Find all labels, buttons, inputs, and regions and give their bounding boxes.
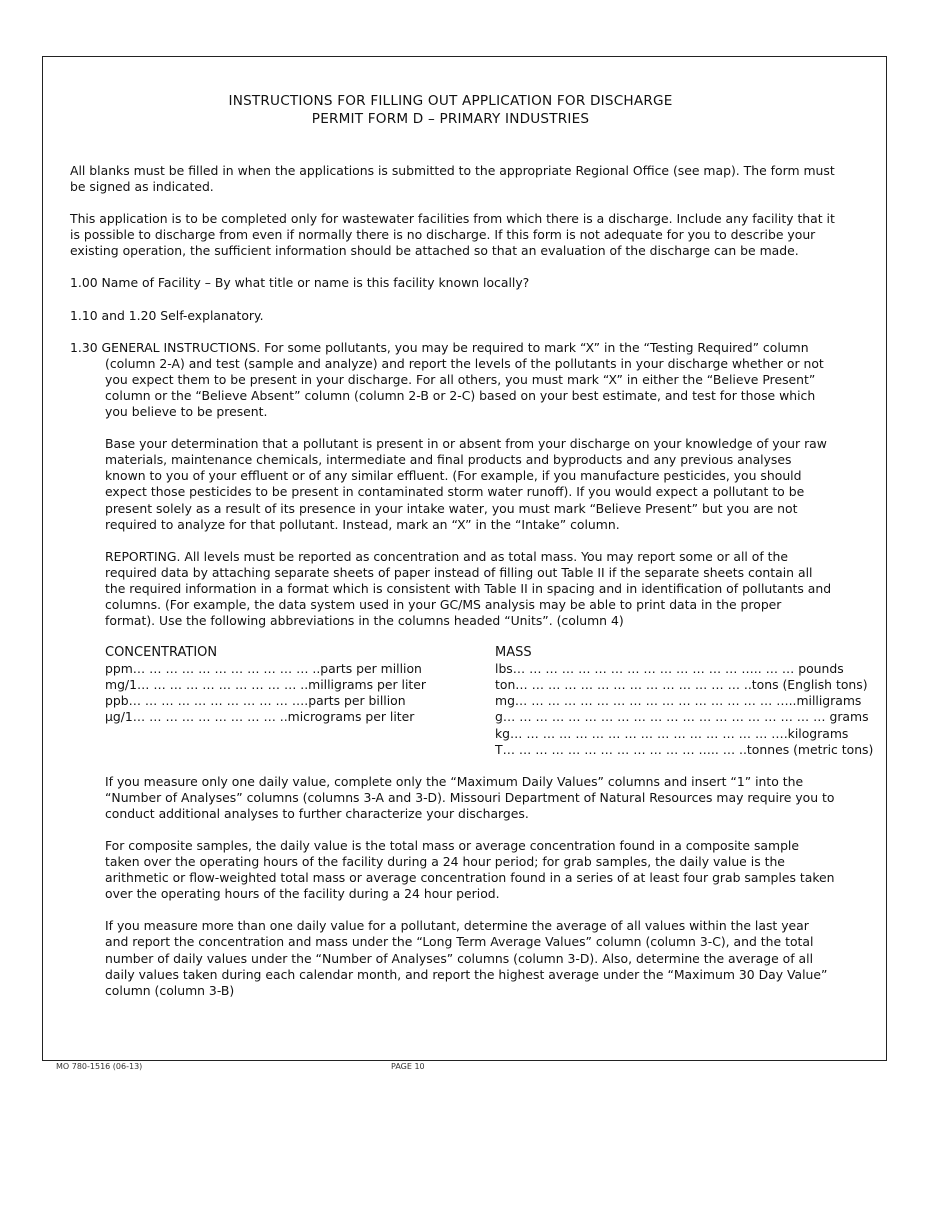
item-1-30: 1.30 GENERAL INSTRUCTIONS. For some pollutants, you may be required to mark “X” in the “Testing Required” column (column 2-A) and test (sample and analyze) and report the levels of the pollutants in your discharge whether or not you expect them to be present in your discharge. For all others, you must mark “X” in either the “Believe Present” column or the “Believe Absent” column (column 2-B or 2-C) based on your best estimate, and test for those which you believe to be present. — [70, 339, 824, 420]
mass-unit-row: ton… … … … … … … … … … … … … … ..tons (English tons) — [495, 677, 868, 693]
mass-unit-row: g… … … … … … … … … … … … … … … … … … … … grams — [495, 709, 869, 725]
item-1-10: 1.10 and 1.20 Self-explanatory. — [70, 307, 264, 323]
page-number: PAGE 10 — [391, 1062, 425, 1071]
paragraph-composite-samples: For composite samples, the daily value is the total mass or average concentration found in a composite sample taken over the operating hours of the facility during a 24 hour period; for grab samples, the daily value is the arithmetic or flow-weighted total mass or average concentration found in a series of at least four grab samples taken over the operating hours of the facility during a 24 hour period. — [105, 838, 835, 902]
document-title — [43, 92, 858, 128]
intro-paragraph-1: All blanks must be filled in when the applications is submitted to the appropriate Regional Office (see map). The form must be signed as indicated. — [70, 163, 835, 195]
intro-paragraph-2: This application is to be completed only for wastewater facilities from which there is a discharge. Include any facility that it is possible to discharge from even if normally there is no discharge. If this form is not adequate for you to describe your existing operation, the sufficient information should be attached so that an evaluation of the discharge can be made. — [70, 211, 835, 259]
title-line-1: INSTRUCTIONS FOR FILLING OUT APPLICATION FOR DISCHARGE — [228, 93, 673, 109]
paragraph-multiple-values: If you measure more than one daily value for a pollutant, determine the average of all values within the last year and report the concentration and mass under the “Long Term Average Values” column (column 3-C), and the total number of daily values under the “Number of Analyses” columns (column 3-D). Also, determine the average of all daily values taken during each calendar month, and report the highest average under the “Maximum 30 Day Value” column (column 3-B) — [105, 918, 828, 998]
mass-unit-row: mg… … … … … … … … … … … … … … … … …..milligrams — [495, 693, 862, 709]
mass-unit-row: kg… … … … … … … … … … … … … … … … ….kilograms — [495, 725, 849, 741]
mass-column — [495, 645, 874, 758]
mass-unit-row: lbs… … … … … … … … … … … … … … ….. … … pounds — [495, 661, 844, 677]
concentration-unit-row: mg/1… … … … … … … … … … ..milligrams per liter — [105, 677, 427, 693]
concentration-heading: CONCENTRATION — [105, 645, 218, 661]
document-frame — [42, 56, 887, 1061]
mass-unit-row: T… … … … … … … … … … … … ….. … ..tonnes (metric tons) — [495, 741, 874, 757]
mass-heading: MASS — [495, 645, 532, 661]
concentration-unit-row: ppb… … … … … … … … … … ….parts per billion — [105, 693, 406, 709]
concentration-column — [105, 645, 495, 758]
concentration-unit-row: µg/1… … … … … … … … … ..micrograms per liter — [105, 709, 415, 725]
paragraph-reporting: REPORTING. All levels must be reported as concentration and as total mass. You may report some or all of the required data by attaching separate sheets of paper instead of filling out Table II if the separate sheets contain all the required information in a format which is consistent with Table II in spacing and in identification of pollutants and columns. (For example, the data system used in your GC/MS analysis may be able to print data in the proper format). Use the following abbreviations in the columns headed “Units”. (column 4) — [105, 548, 832, 629]
title-line-2: PERMIT FORM D – PRIMARY INDUSTRIES — [311, 111, 590, 127]
item-1-00: 1.00 Name of Facility – By what title or name is this facility known locally? — [70, 275, 530, 291]
paragraph-single-value: If you measure only one daily value, complete only the “Maximum Daily Values” columns and insert “1” into the “Number of Analyses” columns (columns 3-A and 3-D). Missouri Department of Natural Resources may require you to conduct additional analyses to further characterize your discharges. — [105, 773, 835, 821]
document-body — [70, 163, 874, 999]
form-number: MO 780-1516 (06-13) — [56, 1062, 143, 1071]
units-table — [70, 645, 874, 758]
concentration-unit-row: ppm… … … … … … … … … … … ..parts per million — [105, 661, 422, 677]
paragraph-determination: Base your determination that a pollutant is present in or absent from your discharge on your knowledge of your raw materials, maintenance chemicals, intermediate and final products and byproducts and any previous analyses known to you of your effluent or of any similar effluent. (For example, if you manufacture pesticides, you should expect those pesticides to be present in contaminated storm water runoff). If you would expect a pollutant to be present solely as a result of its presence in your intake water, you must mark “Believe Present” but you are not required to analyze for that pollutant. Instead, mark an “X” in the “Intake” column. — [105, 436, 827, 532]
